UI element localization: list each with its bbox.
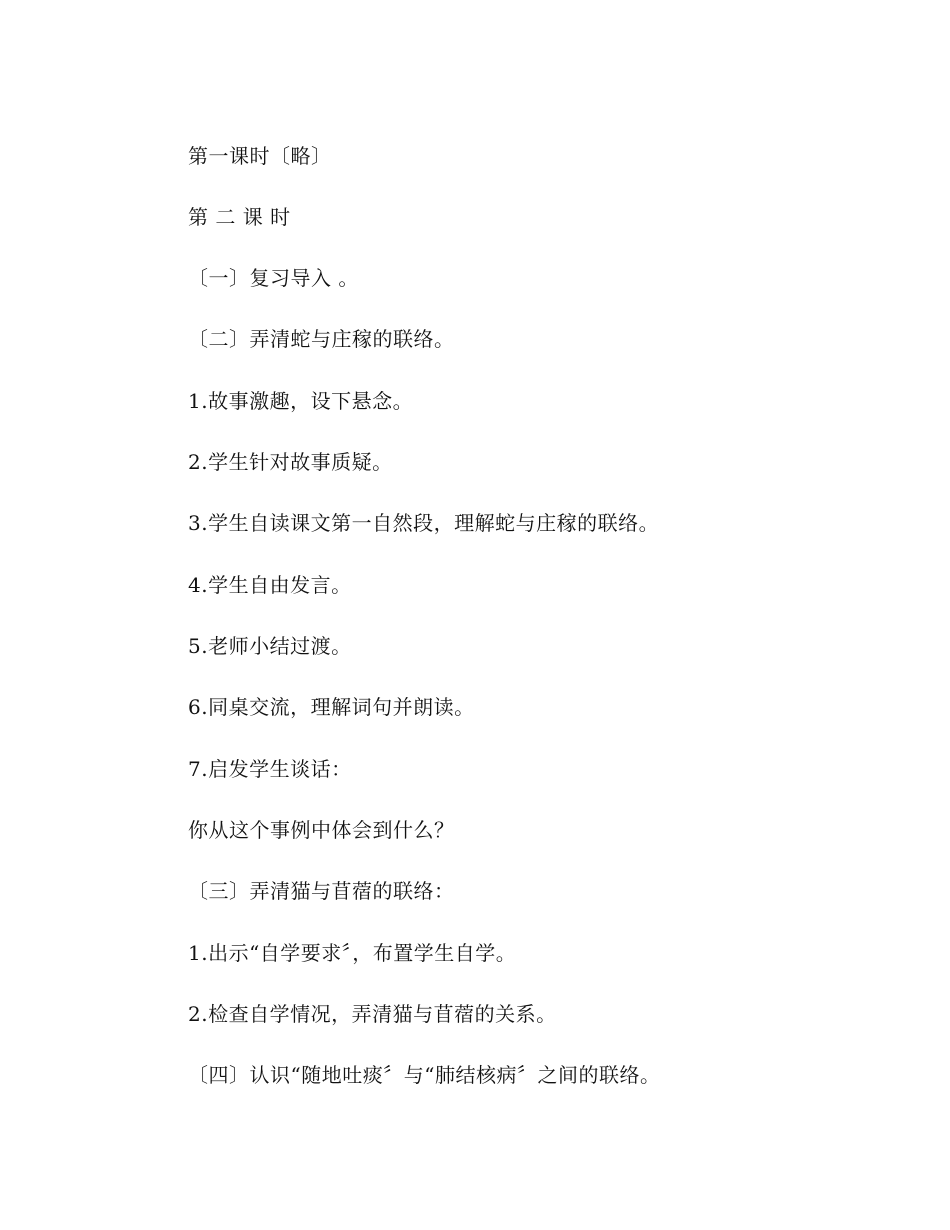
section-four: 〔四〕认识“随地吐痰〞与“肺结核病〞之间的联络。 bbox=[188, 1063, 661, 1087]
lesson-one-heading: 第一课时〔略〕 bbox=[188, 144, 332, 168]
section-three-step-2: 2.检查自学情况，弄清猫与苜蓿的关系。 bbox=[188, 1002, 557, 1026]
question-text: 你从这个事例中体会到什么？ bbox=[188, 818, 455, 842]
section-three: 〔三〕弄清猫与苜蓿的联络： bbox=[188, 879, 455, 903]
section-one: 〔一〕复习导入 。 bbox=[188, 266, 359, 290]
step-6: 6.同桌交流，理解词句并朗读。 bbox=[188, 695, 475, 719]
section-two: 〔二〕弄清蛇与庄稼的联络。 bbox=[188, 327, 455, 351]
step-2: 2.学生针对故事质疑。 bbox=[188, 450, 393, 474]
step-5: 5.老师小结过渡。 bbox=[188, 634, 352, 658]
step-7: 7.启发学生谈话： bbox=[188, 757, 352, 781]
step-4: 4.学生自由发言。 bbox=[188, 573, 352, 597]
section-three-step-1: 1.出示“自学要求〞，布置学生自学。 bbox=[188, 941, 517, 965]
step-1: 1.故事激趣，设下悬念。 bbox=[188, 389, 414, 413]
step-3: 3.学生自读课文第一自然段，理解蛇与庄稼的联络。 bbox=[188, 511, 660, 535]
lesson-two-heading: 第 二 课 时 bbox=[188, 205, 291, 229]
